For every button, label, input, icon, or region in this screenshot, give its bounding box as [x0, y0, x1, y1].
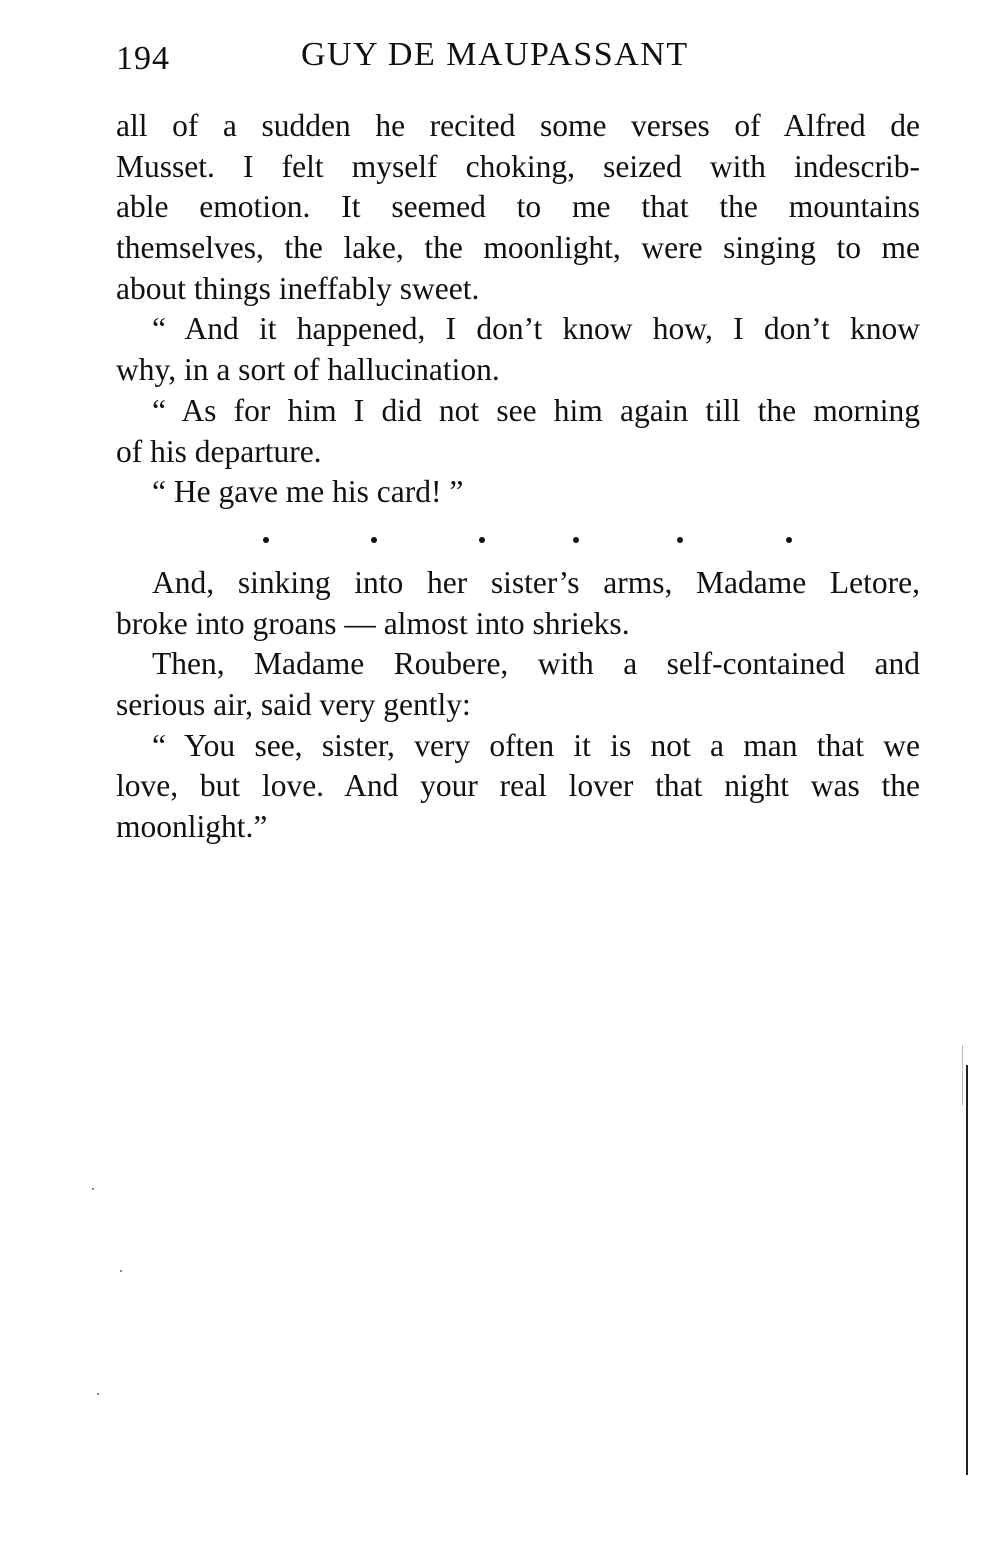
ellipsis-dot: [371, 537, 377, 543]
text-line: love, but love. And your real lover that night was the: [116, 768, 920, 804]
ellipsis-dot: [573, 537, 579, 543]
ellipsis-dot: [786, 537, 792, 543]
text-line: why, in a sort of hallucination.: [116, 352, 500, 388]
text-line: “ And it happened, I don’t know how, I don’t know: [152, 311, 920, 347]
page-number: 194: [116, 40, 170, 77]
section-break-dots: [116, 513, 920, 555]
scan-speck: [120, 1270, 122, 1272]
text-line: Then, Madame Roubere, with a self-contained and: [152, 646, 920, 682]
text-line: serious air, said very gently:: [116, 686, 471, 722]
text-line: moonlight.”: [116, 809, 268, 844]
spacer: [116, 555, 920, 563]
ellipsis-dot: [677, 537, 683, 543]
ellipsis-dot: [263, 537, 269, 543]
text-line: themselves, the lake, the moonlight, were singing to me: [116, 230, 920, 266]
text-line: “ He gave me his card! ”: [152, 474, 464, 510]
text-line: about things ineffably sweet.: [116, 270, 480, 306]
text-line: all of a sudden he recited some verses of Alfred de: [116, 108, 920, 143]
text-line: able emotion. It seemed to me that the mountains: [116, 189, 920, 225]
scan-edge-rule: [966, 1065, 968, 1475]
ellipsis-dot: [479, 537, 485, 543]
running-head: [116, 36, 920, 86]
text-line: of his departure.: [116, 433, 322, 469]
text-line: And, sinking into her sister’s arms, Madame Letore,: [152, 564, 920, 600]
scan-speck: [92, 1188, 94, 1190]
scan-edge-mark: [962, 1045, 963, 1105]
text-line: Musset. I felt myself choking, seized with indescrib-: [116, 148, 920, 184]
book-title: GUY DE MAUPASSANT: [301, 36, 689, 73]
body-text: [116, 106, 920, 848]
text-line: “ As for him I did not see him again till the morning: [152, 392, 920, 428]
text-line: “ You see, sister, very often it is not a man that we: [152, 727, 920, 763]
text-line: broke into groans — almost into shrieks.: [116, 605, 630, 641]
scan-speck: [97, 1393, 99, 1395]
